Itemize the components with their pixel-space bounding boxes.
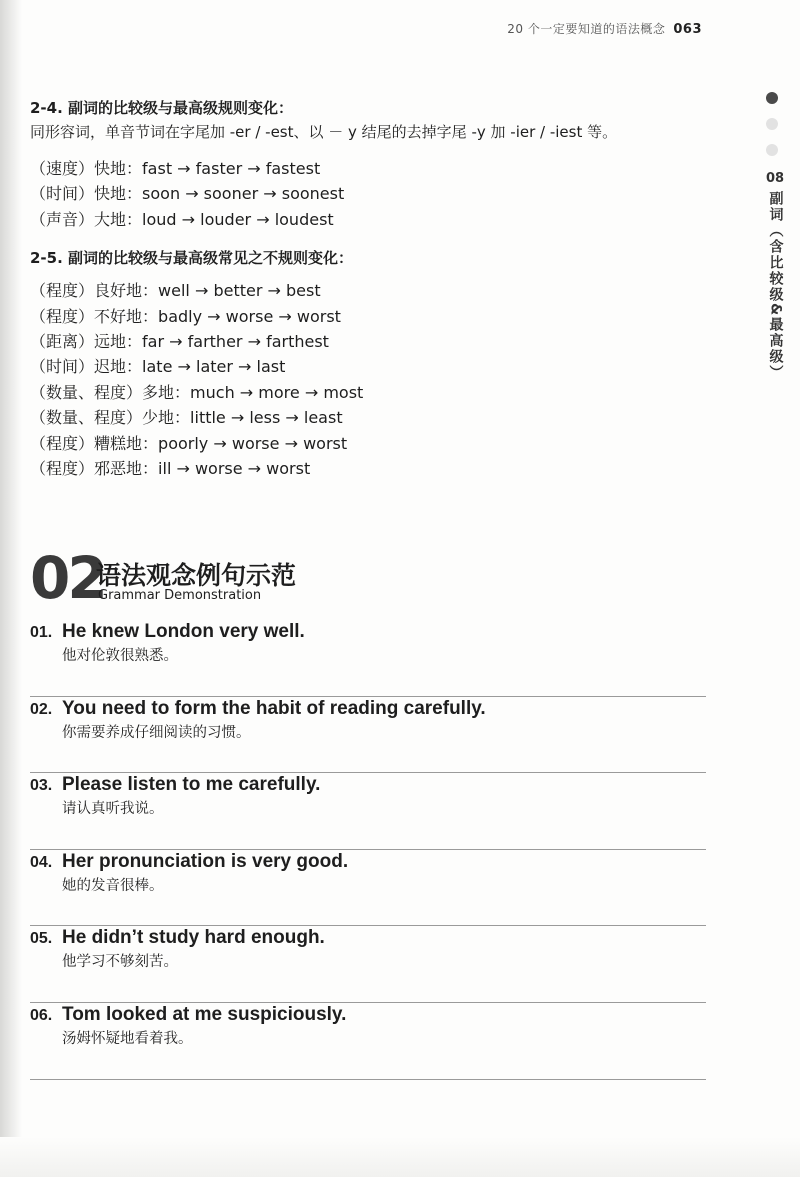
example-text-en: Please listen to me carefully. xyxy=(62,774,321,796)
rule-word: 多地 xyxy=(142,382,175,402)
rule-forms: soon → sooner → soonest xyxy=(142,184,345,204)
example-item xyxy=(30,1003,706,1080)
example-sentence-en xyxy=(30,773,706,798)
rule-forms: little → less → least xyxy=(190,408,343,428)
rule-word: 大地 xyxy=(94,209,127,229)
example-list xyxy=(30,620,706,1080)
rule-forms: badly → worse → worst xyxy=(158,306,341,326)
rule-colon: ： xyxy=(126,332,143,352)
rule-colon: ： xyxy=(142,433,159,453)
example-number: 01. xyxy=(30,624,53,641)
rule-row xyxy=(30,181,720,206)
rule-word: 不好地 xyxy=(94,306,143,326)
rule-tag: （数量、程度） xyxy=(30,382,143,402)
example-sentence-en xyxy=(30,926,706,951)
rule-word: 迟地 xyxy=(94,357,127,377)
rules-content xyxy=(30,96,720,481)
example-item xyxy=(30,773,706,850)
rule-tag: （数量、程度） xyxy=(30,408,143,428)
progress-dot xyxy=(766,144,778,156)
example-text-en: He didn’t study hard enough. xyxy=(62,927,325,949)
rule-forms: loud → louder → loudest xyxy=(142,209,334,229)
example-number: 04. xyxy=(30,853,53,871)
chapter-number: 08 xyxy=(765,171,785,186)
example-translation-cn: 他对伦敦很熟悉。 xyxy=(62,648,178,664)
section-2-4-note: 同形容词，单音节词在字尾加 -er / -est、以 － y 结尾的去掉字尾 -y 加 -ier / -iest 等。 xyxy=(30,123,618,141)
example-number: 06. xyxy=(30,1006,53,1024)
rule-word: 良好地 xyxy=(94,281,143,301)
rule-colon: ： xyxy=(126,357,143,377)
rule-colon: ： xyxy=(126,159,143,178)
example-translation-cn: 汤姆怀疑地看着我。 xyxy=(62,1030,193,1047)
chapter-side-tab xyxy=(760,170,790,386)
rule-colon: ： xyxy=(126,209,143,229)
rule-row xyxy=(30,405,720,430)
rule-tag: （程度） xyxy=(30,433,95,453)
rule-tag: （时间） xyxy=(30,184,95,204)
chapter-progress-dots xyxy=(762,92,782,170)
rule-forms: fast → faster → fastest xyxy=(142,159,321,178)
example-number: 02. xyxy=(30,700,53,718)
rule-row xyxy=(30,207,720,232)
rule-row xyxy=(30,380,720,405)
section-2-5-title: 2-5. 副词的比较级与最高级常见之不规则变化： xyxy=(30,249,354,268)
example-sentence-en xyxy=(30,850,706,875)
rule-colon: ： xyxy=(174,382,191,402)
section-2-5-list xyxy=(30,278,720,481)
rule-word: 快地 xyxy=(94,184,127,204)
rule-tag: （距离） xyxy=(30,332,95,352)
rule-row xyxy=(30,278,720,303)
rule-row xyxy=(30,431,720,456)
example-text-en: You need to form the habit of reading carefully. xyxy=(62,697,486,719)
example-item xyxy=(30,697,706,774)
rule-tag: （声音） xyxy=(30,209,95,229)
page-bottom-shadow xyxy=(0,1137,800,1177)
rule-colon: ： xyxy=(126,184,143,204)
example-sentence-en xyxy=(30,620,706,645)
rule-word: 糟糕地 xyxy=(94,433,143,453)
rule-forms: poorly → worse → worst xyxy=(158,433,348,453)
example-text-en: Her pronunciation is very good. xyxy=(62,850,349,872)
rule-tag: （程度） xyxy=(30,281,95,301)
rule-word: 邪恶地 xyxy=(94,459,143,479)
example-sentence-en xyxy=(30,697,706,722)
section-title-cn: 语法观念例句示范 xyxy=(96,561,297,590)
rule-tag: （速度） xyxy=(30,159,95,178)
rule-colon: ： xyxy=(142,281,159,301)
progress-dot-active xyxy=(766,92,778,104)
example-sentence-en xyxy=(30,1003,706,1028)
example-number: 05. xyxy=(30,930,53,948)
page-number: 063 xyxy=(673,22,702,37)
page-gutter-shadow xyxy=(0,0,22,1177)
rule-tag: （时间） xyxy=(30,357,95,377)
section-title-en: Grammar Demonstration xyxy=(98,588,262,603)
rule-row xyxy=(30,304,720,329)
rule-row xyxy=(30,354,720,379)
section-2-4-list xyxy=(30,156,720,232)
progress-dot xyxy=(766,118,778,130)
section-number: 02 xyxy=(30,544,105,612)
rule-tag: （程度） xyxy=(30,306,95,326)
rule-row xyxy=(30,456,720,481)
running-header xyxy=(507,20,702,37)
rule-forms: ill → worse → worst xyxy=(158,459,311,479)
running-title: 20 个一定要知道的语法概念 xyxy=(507,22,666,36)
rule-forms: well → better → best xyxy=(158,281,321,301)
rule-row xyxy=(30,329,720,354)
example-text-en: He knew London very well. xyxy=(62,621,305,642)
rule-colon: ： xyxy=(142,459,159,479)
rule-tag: （程度） xyxy=(30,459,95,479)
rule-row xyxy=(30,156,720,181)
rule-word: 远地 xyxy=(94,332,127,352)
example-number: 03. xyxy=(30,777,53,795)
rule-word: 少地 xyxy=(142,408,175,428)
example-item xyxy=(30,850,706,927)
example-item xyxy=(30,620,706,697)
example-item xyxy=(30,926,706,1003)
rule-colon: ： xyxy=(174,408,191,428)
example-text-en: Tom looked at me suspiciously. xyxy=(62,1003,347,1025)
example-translation-cn: 请认真听我说。 xyxy=(62,801,164,818)
rule-forms: much → more → most xyxy=(190,382,364,402)
example-translation-cn: 她的发音很棒。 xyxy=(62,877,164,894)
rule-forms: far → farther → farthest xyxy=(142,332,329,352)
example-translation-cn: 你需要养成仔细阅读的习惯。 xyxy=(62,724,251,741)
section-2-4-title: 2-4. 副词的比较级与最高级规则变化： xyxy=(30,99,294,117)
chapter-title: 副词（含比较级&最高级） xyxy=(767,191,784,382)
example-translation-cn: 他学习不够刻苦。 xyxy=(62,954,178,971)
rule-forms: late → later → last xyxy=(142,357,286,377)
rule-word: 快地 xyxy=(94,159,127,178)
rule-colon: ： xyxy=(142,306,159,326)
